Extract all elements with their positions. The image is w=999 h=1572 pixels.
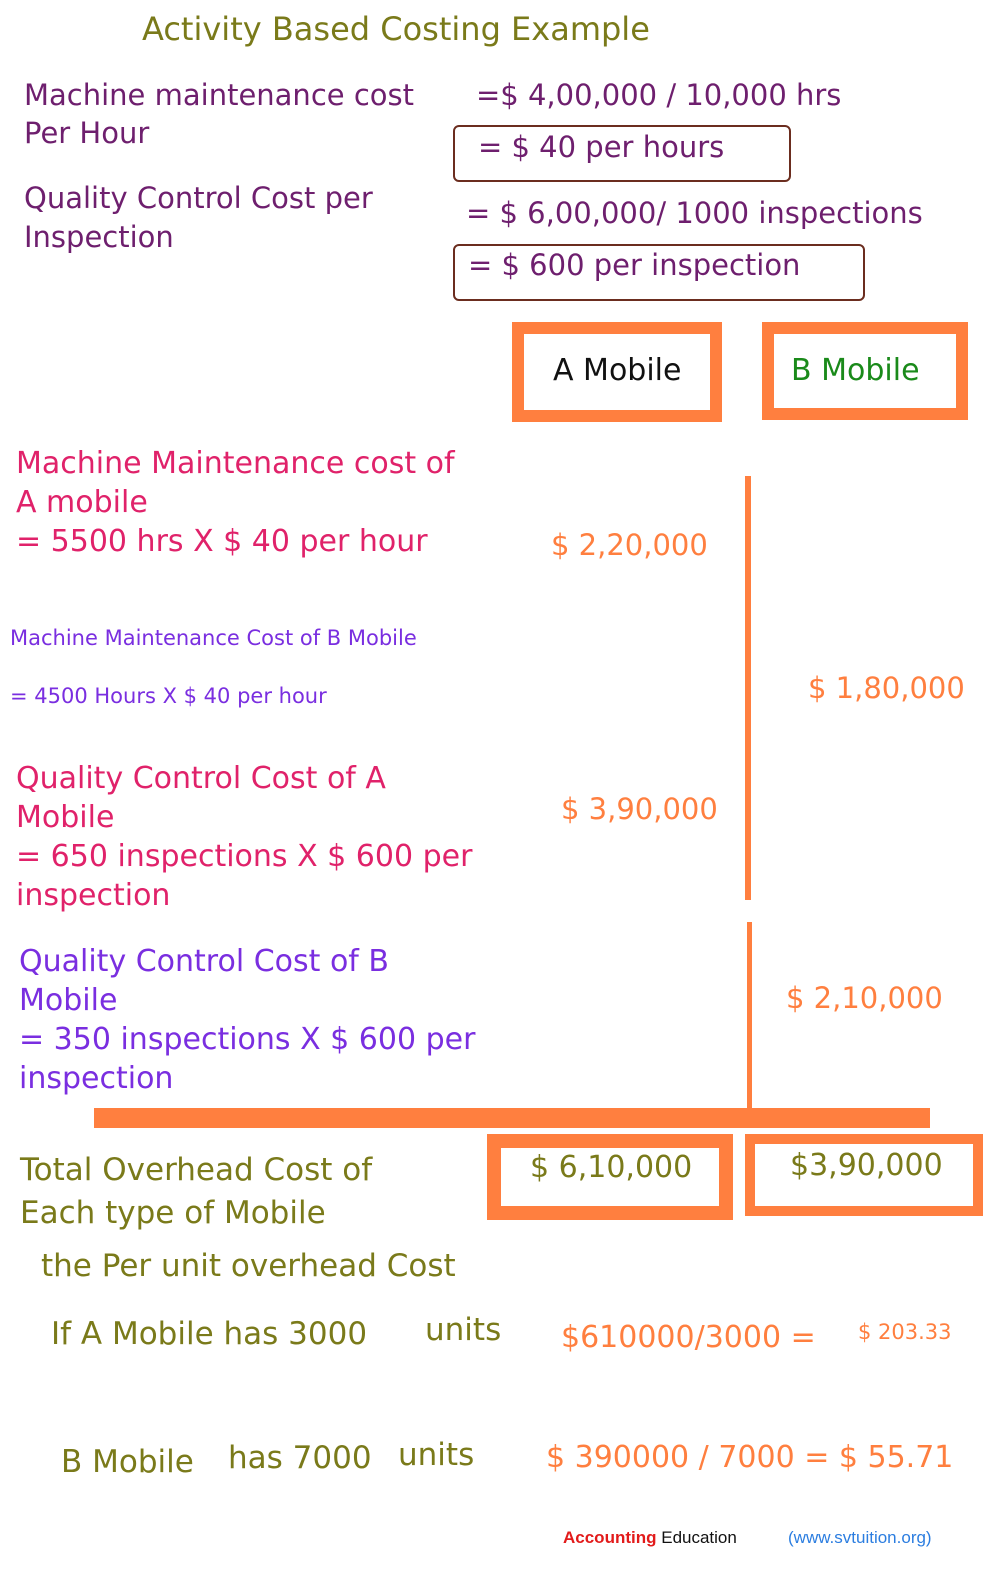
qc-b-line-3: = 350 inspections X $ 600 per <box>19 1022 476 1057</box>
footer-brand <box>563 1528 737 1548</box>
qc-b-line-4: inspection <box>19 1061 174 1096</box>
totals-label-2: Each type of Mobile <box>20 1195 326 1231</box>
per-unit-a-label-2: units <box>425 1312 502 1348</box>
per-unit-a-formula: $610000/3000 = <box>561 1320 816 1355</box>
total-b-value: $3,90,000 <box>790 1148 943 1183</box>
mm-a-line-3: = 5500 hrs X $ 40 per hour <box>16 524 428 559</box>
per-unit-heading: the Per unit overhead Cost <box>41 1248 456 1284</box>
page-title: Activity Based Costing Example <box>142 10 650 48</box>
quality-rate-label-1: Quality Control Cost per <box>24 181 373 215</box>
mm-a-value: $ 2,20,000 <box>551 528 708 562</box>
per-unit-b-label-2: has 7000 <box>228 1440 372 1476</box>
machine-rate-result: = $ 40 per hours <box>478 130 725 164</box>
machine-rate-formula: =$ 4,00,000 / 10,000 hrs <box>476 78 842 112</box>
total-a-value: $ 6,10,000 <box>530 1150 693 1185</box>
per-unit-b-formula: $ 390000 / 7000 = $ 55.71 <box>546 1440 954 1475</box>
qc-a-line-1: Quality Control Cost of A <box>16 761 386 796</box>
qc-a-line-3: = 650 inspections X $ 600 per <box>16 839 473 874</box>
qc-b-value: $ 2,10,000 <box>786 981 943 1015</box>
machine-rate-label-1: Machine maintenance cost <box>24 78 414 112</box>
column-separator-lower <box>747 922 752 1112</box>
column-separator-upper <box>745 476 751 900</box>
footer-url[interactable]: (www.svtuition.org) <box>788 1528 932 1547</box>
quality-rate-result: = $ 600 per inspection <box>468 248 801 282</box>
mm-a-line-1: Machine Maintenance cost of <box>16 446 455 481</box>
totals-divider <box>94 1108 930 1128</box>
qc-a-line-4: inspection <box>16 878 171 913</box>
quality-rate-label-2: Inspection <box>24 220 174 254</box>
per-unit-b-label-1: B Mobile <box>61 1444 194 1480</box>
footer-brand-accounting: Accounting <box>563 1528 657 1547</box>
column-header-b: B Mobile <box>791 353 920 388</box>
mm-b-line-2: = 4500 Hours X $ 40 per hour <box>10 684 327 708</box>
footer-brand-education: Education <box>661 1528 737 1547</box>
qc-b-line-2: Mobile <box>19 983 118 1018</box>
qc-b-line-1: Quality Control Cost of B <box>19 944 389 979</box>
mm-b-line-1: Machine Maintenance Cost of B Mobile <box>10 626 417 650</box>
per-unit-a-result: $ 203.33 <box>858 1320 952 1344</box>
per-unit-a-label-1: If A Mobile has 3000 <box>51 1316 368 1352</box>
mm-b-value: $ 1,80,000 <box>808 671 965 705</box>
machine-rate-label-2: Per Hour <box>24 116 150 150</box>
qc-a-line-2: Mobile <box>16 800 115 835</box>
quality-rate-formula: = $ 6,00,000/ 1000 inspections <box>466 196 923 230</box>
per-unit-b-label-3: units <box>398 1437 475 1473</box>
column-header-a: A Mobile <box>553 353 682 388</box>
qc-a-value: $ 3,90,000 <box>561 792 718 826</box>
mm-a-line-2: A mobile <box>16 485 148 520</box>
totals-label-1: Total Overhead Cost of <box>20 1152 373 1188</box>
